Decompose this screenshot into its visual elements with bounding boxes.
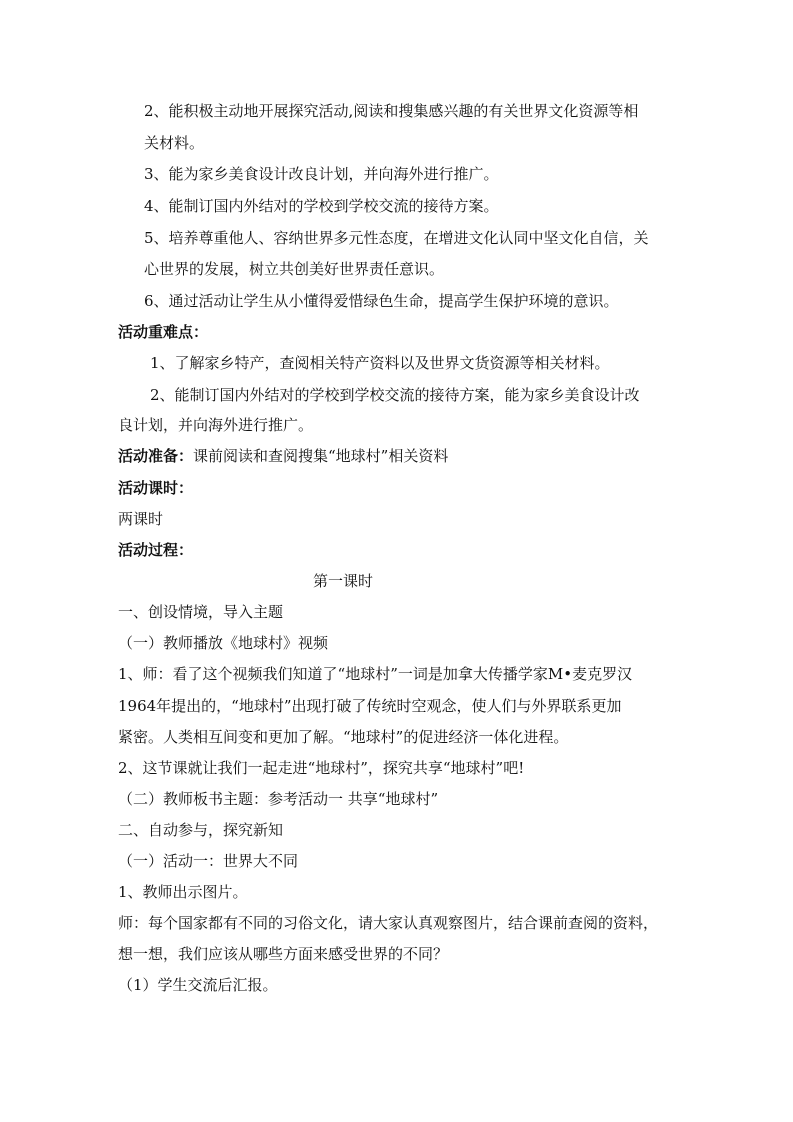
objective-5-line-2: 心世界的发展，树立共创美好世界责任意识。 (144, 260, 445, 278)
objective-3: 3、能为家乡美食设计改良计划，并向海外进行推广。 (144, 165, 499, 183)
para-1-line-3: 紧密。人类相互间变和更加了解。“地球村”的促进经济一体化进程。 (118, 728, 569, 746)
preparation-line (118, 446, 448, 466)
step-1-heading: 一、创设情境，导入主题 (118, 603, 284, 621)
key-point-2-line-1: 2、能制订国内外结对的学校到学校交流的接待方案，能为家乡美食设计改 (150, 386, 640, 404)
preparation-text: 课前阅读和查阅搜集“地球村”相关资料 (193, 447, 449, 465)
heading-class-hours: 活动课时： (118, 479, 194, 497)
teacher-line-1: 师：每个国家都有不同的习俗文化，请大家认真观察图片，结合课前查阅的资料， (118, 914, 659, 932)
class-hours-text: 两课时 (118, 510, 164, 528)
step-2-heading: 二、自动参与，探究新知 (118, 821, 284, 839)
objective-2-line-1: 2、能积极主动地开展探究活动,阅读和搜集感兴趣的有关世界文化资源等相 (144, 102, 639, 120)
step-2-item-1: 1、教师出示图片。 (118, 883, 248, 901)
student-report: （1）学生交流后汇报。 (118, 976, 278, 994)
para-1-line-2: 1964年提出的，“地球村”出现打破了传统时空观念，使人们与外界联系更加 (118, 697, 622, 715)
objective-5-line-1: 5、培养尊重他人、容纳世界多元性态度，在增进文化认同中坚文化自信，关 (144, 229, 649, 247)
para-1-line-1: 1、师：看了这个视频我们知道了“地球村”一词是加拿大传播学家M•麦克罗汉 (118, 665, 633, 683)
objective-2-line-2: 关材料。 (144, 134, 205, 152)
heading-key-points: 活动重难点： (118, 323, 209, 341)
heading-process: 活动过程： (118, 541, 194, 559)
teacher-line-2: 想一想，我们应该从哪些方面来感受世界的不同？ (118, 945, 449, 963)
objective-4: 4、能制订国内外结对的学校到学校交流的接待方案。 (144, 197, 499, 215)
heading-preparation: 活动准备： (118, 447, 194, 465)
step-1-sub-2: （二）教师板书主题：参考活动一 共享“地球村” (118, 790, 439, 808)
key-point-2-line-2: 良计划，并向海外进行推广。 (118, 416, 314, 434)
step-2-sub-1: （一）活动一：世界大不同 (118, 852, 299, 870)
key-point-1: 1、了解家乡特产，查阅相关特产资料以及世界文货资源等相关材料。 (150, 354, 610, 372)
objective-6: 6、通过活动让学生从小懂得爱惜绿色生命，提高学生保护环境的意识。 (144, 292, 619, 310)
section-title-first-lesson: 第一课时 (313, 572, 374, 590)
step-1-sub-1: （一）教师播放《地球村》视频 (118, 634, 329, 652)
para-2: 2、这节课就让我们一起走进“地球村”，探究共享“地球村”吧! (118, 759, 525, 777)
